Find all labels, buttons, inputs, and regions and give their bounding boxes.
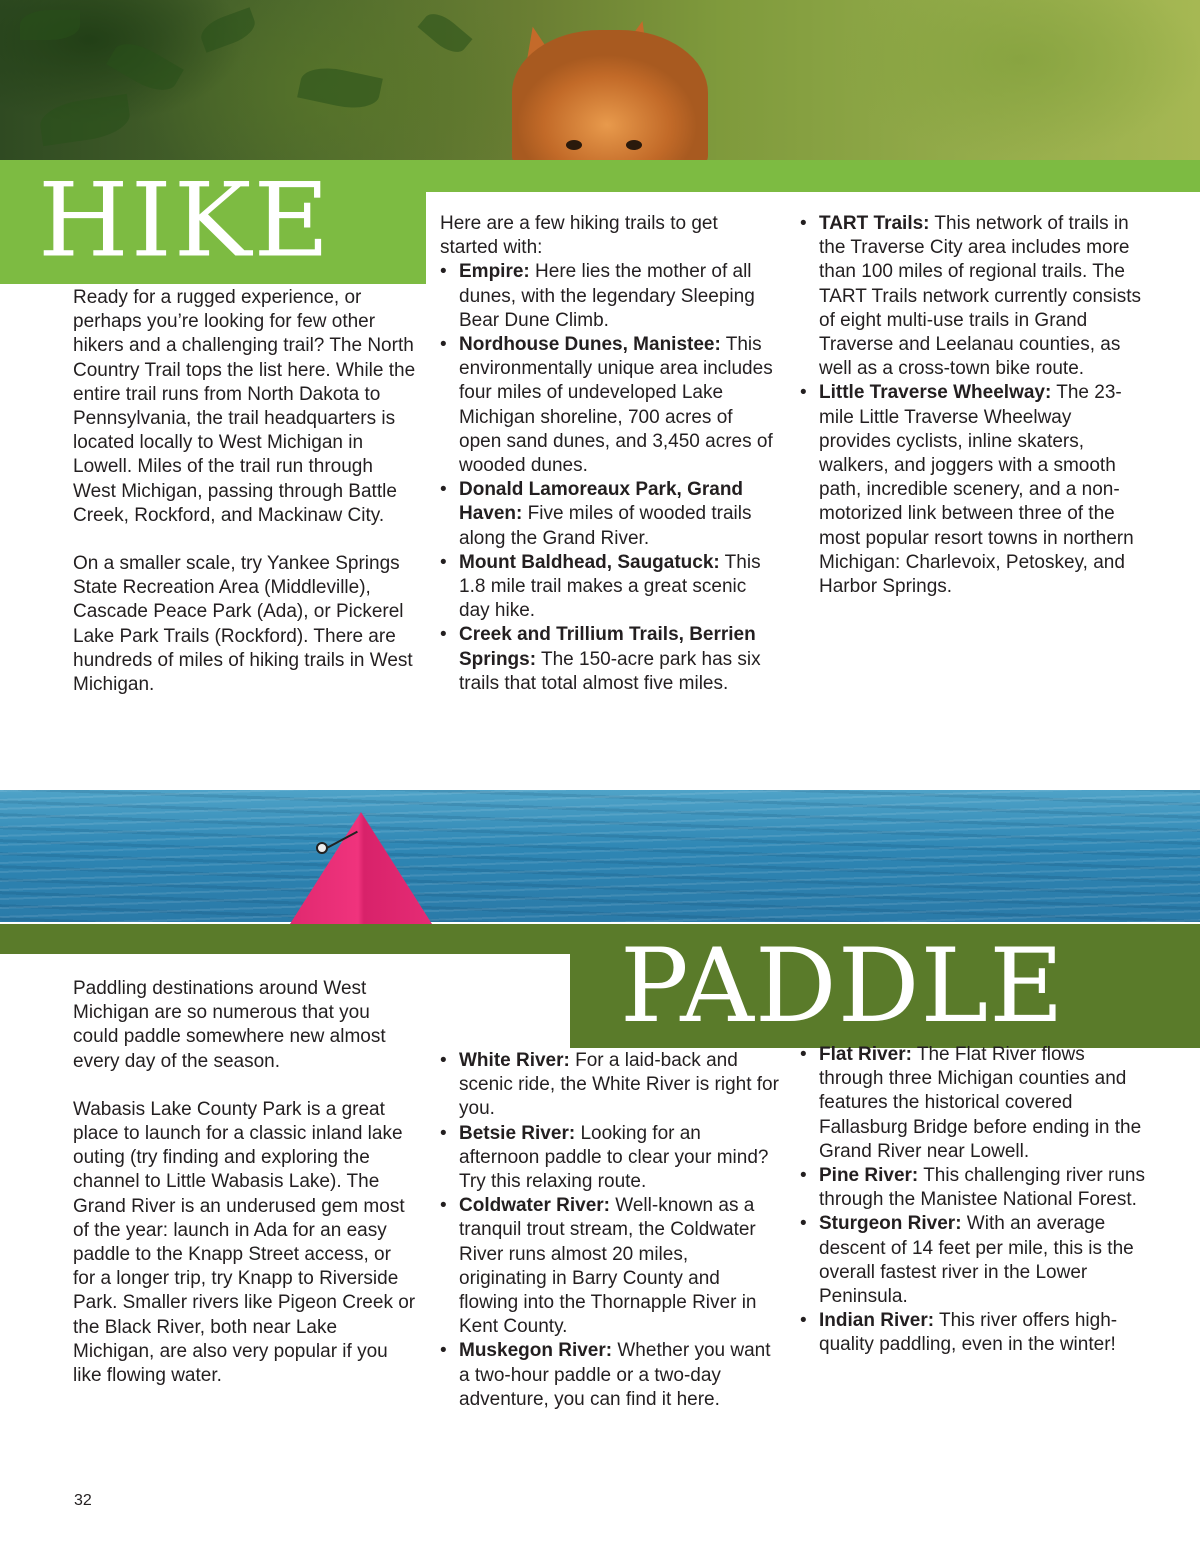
river-name: Sturgeon River:: [819, 1213, 962, 1235]
trail-name: Mount Baldhead, Saugatuck:: [459, 551, 720, 573]
trail-list-item: [800, 212, 1145, 381]
river-name: Betsie River:: [459, 1122, 576, 1144]
paddle-rivers-column-1: [440, 1049, 780, 1412]
hike-trail-list: [440, 260, 780, 696]
paddle-river-list: [800, 1043, 1145, 1358]
river-name: Pine River:: [819, 1165, 919, 1187]
leaf-shape: [38, 94, 133, 146]
trail-name: Empire:: [459, 261, 530, 283]
lake-kayak-photo: [0, 790, 1200, 922]
trail-name: Little Traverse Wheelway:: [819, 382, 1052, 404]
trail-list-item: [440, 551, 780, 624]
hike-heading: HIKE: [38, 160, 332, 280]
fox-head: [512, 30, 708, 170]
trail-list-item: [440, 478, 780, 551]
river-name: Coldwater River:: [459, 1195, 610, 1217]
river-list-item: [440, 1194, 780, 1339]
river-list-item: [800, 1212, 1145, 1309]
river-list-item: [440, 1339, 780, 1412]
trail-list-item: [440, 260, 780, 333]
trail-description: This network of trails in the Traverse City area includes more than 100 miles of regional trails. The TART Trails network currently consists of eight multi-use trails in Grand Traverse and Leelanau counties, as well as a cross-town bike route.: [819, 213, 1142, 380]
hike-list-intro: Here are a few hiking trails to get started with:: [440, 213, 718, 259]
river-list-item: [800, 1309, 1145, 1357]
hike-trail-list: [800, 212, 1145, 599]
paddle-river-list: [440, 1049, 780, 1412]
river-name: Muskegon River:: [459, 1340, 613, 1362]
trail-description: This environmentally unique area includes four miles of undeveloped Lake Michigan shoreline, 700 acres of open sand dunes, and 3,450 acres of wooded dunes.: [459, 334, 773, 477]
leaf-shape: [297, 62, 383, 114]
trail-name: TART Trails:: [819, 213, 930, 234]
trail-description: This 1.8 mile trail makes a great scenic day hike.: [459, 551, 761, 622]
leaf-shape: [106, 35, 184, 99]
paddle-rivers-column-2: [800, 1043, 1145, 1358]
trail-list-item: [800, 381, 1145, 599]
trail-name: Nordhouse Dunes, Manistee:: [459, 334, 721, 356]
river-name: Indian River:: [819, 1310, 935, 1332]
river-list-item: [800, 1043, 1145, 1164]
hike-intro-paragraph: Ready for a rugged experience, or perhaps you’re looking for few other hikers and a challenging trail? The North Country Trail tops the list here. While the entire trail runs from North Dakota to Pennsylvania, the trail headquarters is located locally to West Michigan in Lowell. Miles of the trail run through West Michigan, passing through Battle Creek, Rockford, and Mackinaw City.: [73, 287, 416, 526]
page-number: 32: [74, 1492, 92, 1509]
hike-trails-column-1: [440, 212, 780, 696]
trail-list-item: [440, 623, 780, 696]
river-list-item: [440, 1122, 780, 1195]
paddle-intro-column: [73, 977, 418, 1388]
trail-name: Creek and Trillium Trails, Berrien Springs:: [459, 624, 756, 670]
river-name: White River:: [459, 1050, 570, 1071]
trail-description: The 23-mile Little Traverse Wheelway provides cyclists, inline skaters, walkers, and joggers with a smooth path, incredible scenery, and a non-motorized link between three of the most popular resort towns in northern Michigan: Charlevoix, Petoskey, and Harbor Springs.: [819, 382, 1134, 598]
kayak-deck-fitting: [316, 842, 328, 854]
paddle-intro-paragraph: Wabasis Lake County Park is a great place to launch for a classic inland lake outing (try finding and exploring the channel to Little Wabasis Lake). The Grand River is an underused gem most of the year: launch in Ada for an easy paddle to the Knapp Street access, or for a longer trip, try Knapp to Riverside Park. Smaller rivers like Pigeon Creek or the Black River, both near Lake Michigan, are also very popular if you like flowing water.: [73, 1098, 416, 1387]
trail-description: The 150-acre park has six trails that total almost five miles.: [459, 648, 761, 694]
river-name: Flat River:: [819, 1044, 912, 1065]
hike-intro-paragraph: On a smaller scale, try Yankee Springs State Recreation Area (Middleville), Cascade Peace Park (Ada), or Pickerel Lake Park Trails (Rockford). There are hundreds of miles of hiking trails in West Michigan.: [73, 553, 413, 696]
river-description: With an average descent of 14 feet per mile, this is the overall fastest river in the Lower Peninsula.: [819, 1213, 1134, 1308]
river-description: This river offers high-quality paddling, even in the winter!: [819, 1310, 1118, 1356]
river-list-item: [800, 1164, 1145, 1212]
paddle-intro-paragraph: Paddling destinations around West Michigan are so numerous that you could paddle somewhere new almost every day of the season.: [73, 978, 386, 1072]
river-list-item: [440, 1049, 780, 1122]
river-description: The Flat River flows through three Michigan counties and features the historical covered Fallasburg Bridge before ending in the Grand River near Lowell.: [819, 1044, 1142, 1162]
leaf-shape: [417, 7, 472, 59]
river-description: Well-known as a tranquil trout stream, the Coldwater River runs almost 20 miles, originating in Barry County and flowing into the Thornapple River in Kent County.: [459, 1195, 757, 1338]
fox-eye: [626, 140, 642, 150]
river-description: This challenging river runs through the Manistee National Forest.: [819, 1165, 1145, 1211]
trail-list-item: [440, 333, 780, 478]
leaf-shape: [197, 7, 259, 52]
river-description: Looking for an afternoon paddle to clear your mind? Try this relaxing route.: [459, 1122, 769, 1193]
paddle-heading: PADDLE: [620, 927, 1065, 1046]
fox-eye: [566, 140, 582, 150]
hike-intro-column: [73, 286, 418, 697]
trail-description: Here lies the mother of all dunes, with the legendary Sleeping Bear Dune Climb.: [459, 261, 755, 331]
hike-trails-column-2: [800, 212, 1145, 599]
river-description: Whether you want a two-hour paddle or a two-day adventure, you can find it here.: [459, 1340, 771, 1410]
trail-description: Five miles of wooded trails along the Grand River.: [459, 503, 752, 549]
leaf-shape: [20, 10, 80, 40]
river-description: For a laid-back and scenic ride, the White River is right for you.: [459, 1050, 779, 1120]
trail-name: Donald Lamoreaux Park, Grand Haven:: [459, 479, 744, 525]
